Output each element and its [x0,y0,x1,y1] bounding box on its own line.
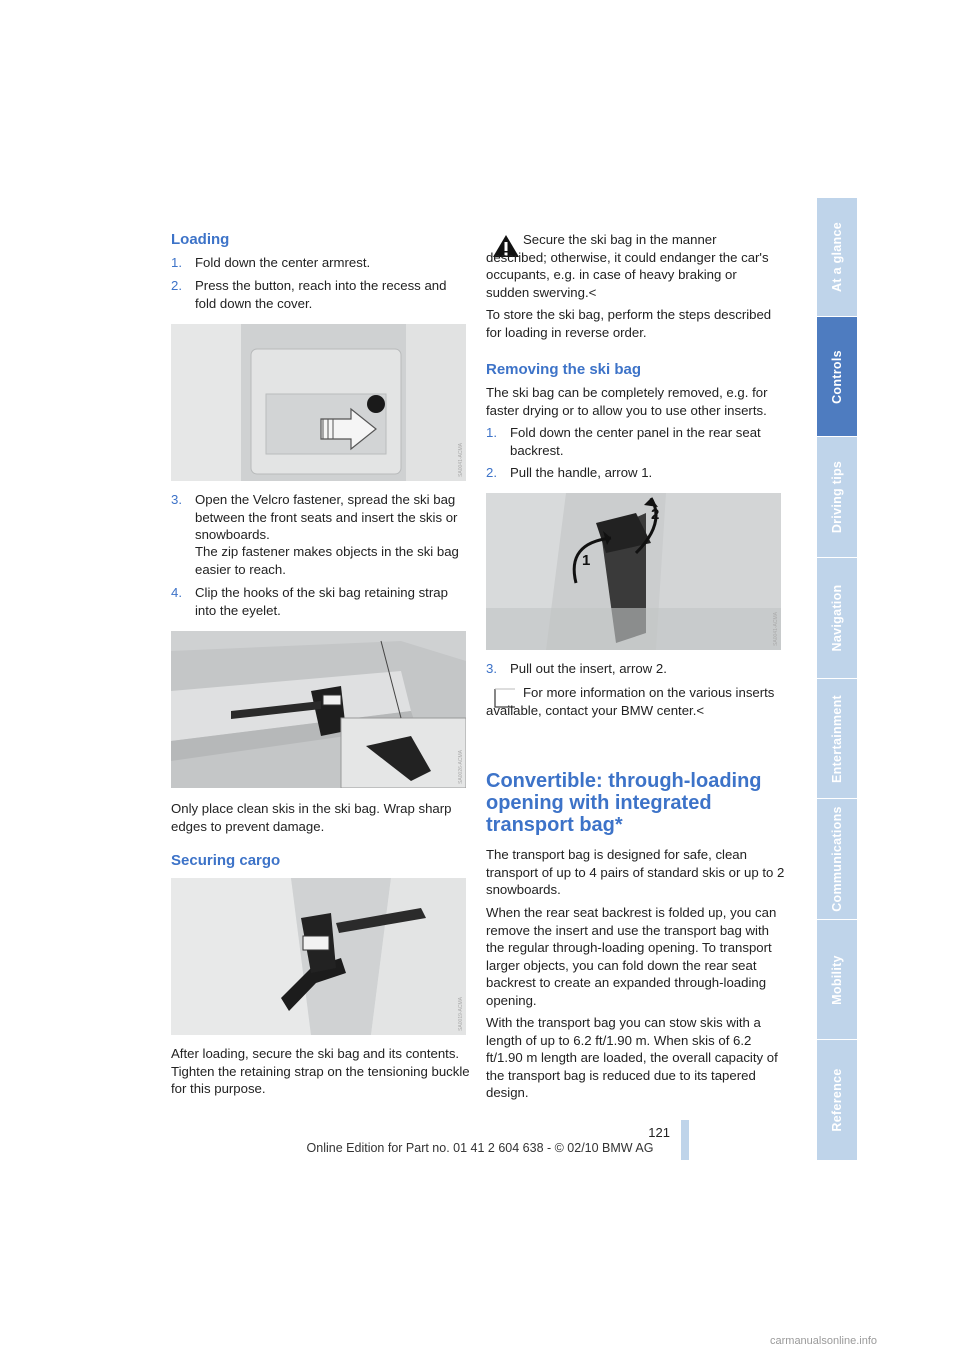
remove-step-3 [486,660,786,678]
sidebar-tab-controls[interactable]: Controls [817,317,857,437]
step-1 [171,254,471,272]
step-3 [171,491,471,542]
step-4 [171,584,471,620]
arrow-label-2: 2 [651,506,660,523]
note-end-mark: < [696,702,705,718]
figure-remove-insert [486,493,781,650]
step-2 [171,277,471,313]
figure-tensioning-buckle [171,878,466,1035]
sidebar-tab-reference[interactable]: Reference [817,1040,857,1161]
loading-heading: Loading [171,231,230,248]
step-text: Pull out the insert, arrow 2. [510,661,667,676]
sidebar-tab-driving-tips[interactable]: Driving tips [817,437,857,558]
step-text: Open the Velcro fastener, spread the ski bag between the front seats and insert the skis or snowboards. [195,492,458,542]
figure-code: SA0041-ACMA [773,612,779,646]
sidebar-tab-navigation[interactable]: Navigation [817,558,857,679]
figure-code: SA0041-ACMA [458,443,464,477]
step-number: 1. [171,255,182,270]
store-text: To store the ski bag, perform the steps described for loading in reverse order. [486,307,772,340]
figure-center-armrest [171,324,466,481]
step-text: Clip the hooks of the ski bag retaining strap into the eyelet. [195,585,448,618]
note-body: For more information on the various inserts available, contact your BMW center. [486,685,775,718]
step-number: 1. [486,425,497,440]
removing-heading: Removing the ski bag [486,361,642,378]
warning-text [486,231,781,301]
after-loading-text: After loading, secure the ski bag and its contents. Tighten the retaining strap on the tensioning buckle for this purpose. [171,1046,470,1096]
note-text [486,684,781,719]
step-number: 2. [486,465,497,480]
step-text: Pull the handle, arrow 1. [510,465,653,480]
transport-para-1: The transport bag is designed for safe, clean transport of up to 4 pairs of standard skis or up to 2 snowboards. [486,847,785,897]
step-text: Press the button, reach into the recess and fold down the cover. [195,278,447,311]
sidebar-tab-communications[interactable]: Communications [817,799,857,920]
figure-code: SA0019-ACMA [458,997,464,1031]
warning-body: Secure the ski bag in the manner described; otherwise, it could endanger the car's occupants, e.g. in case of heavy braking or sudden swerving. [486,232,769,300]
sidebar-tab-at-a-glance[interactable]: At a glance [817,198,857,317]
step-number: 2. [171,278,182,293]
remove-step-2 [486,464,786,482]
convertible-heading: Convertible: through-loading opening with integrated transport bag* [486,770,762,836]
footer-edition: Online Edition for Part no. 01 41 2 604 638 - © 02/10 BMW AG [306,1141,654,1155]
transport-para-3: With the transport bag you can stow skis with a length of up to 6.2 ft/1.90 m. When skis of 6.2 ft/1.90 m length are loaded, the overall capacity of the transport bag is reduced due to its tapered design. [486,1015,778,1100]
section-sidebar [817,198,857,1160]
step-text: Fold down the center panel in the rear seat backrest. [510,425,761,458]
step-number: 3. [486,661,497,676]
page-number: 121 [648,1125,670,1140]
step-number: 4. [171,585,182,600]
step-text: Fold down the center armrest. [195,255,371,270]
watermark: carmanualsonline.info [770,1335,878,1347]
clean-skis-text: Only place clean skis in the ski bag. Wrap sharp edges to prevent damage. [171,801,452,834]
step-number: 3. [171,492,182,507]
step-3-note [171,543,471,579]
removing-intro: The ski bag can be completely removed, e.g. for faster drying or to allow you to use other inserts. [486,385,768,418]
figure-code: SA0026-ACMA [458,750,464,784]
remove-step-1 [486,424,786,460]
sidebar-tab-mobility[interactable]: Mobility [817,920,857,1040]
step-text: The zip fastener makes objects in the ski bag easier to reach. [195,544,459,577]
figure-retaining-strap [171,631,466,788]
securing-heading: Securing cargo [171,852,281,869]
warning-end-mark: < [588,284,597,300]
arrow-label-1: 1 [582,552,591,569]
transport-para-2: When the rear seat backrest is folded up, you can remove the insert and use the transport bag with the regular through-loading opening. To transport larger objects, you can fold down the rear seat backrest to create an expanded through-loading opening. [486,905,777,1008]
sidebar-tab-entertainment[interactable]: Entertainment [817,679,857,799]
